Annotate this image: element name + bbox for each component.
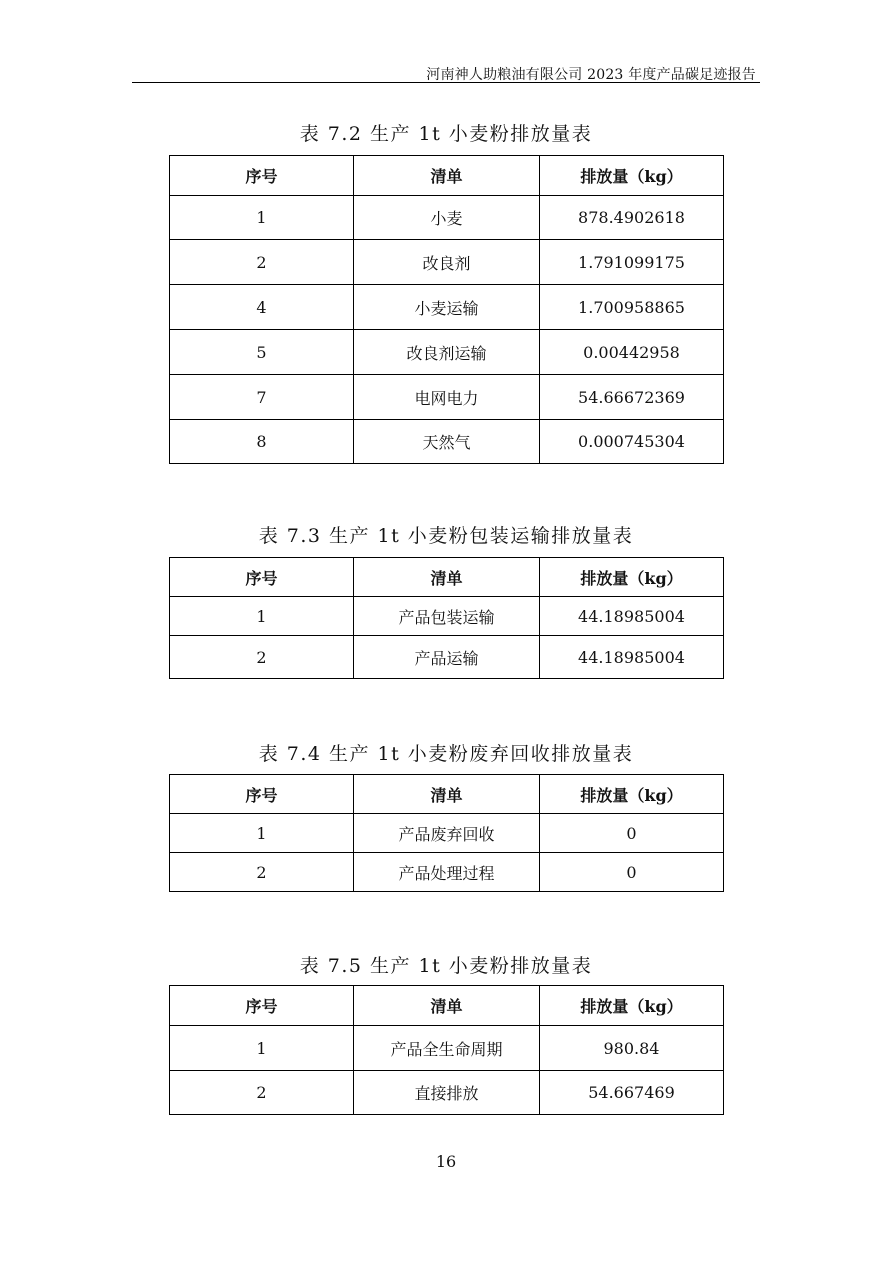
value-cell: 980.84	[540, 1026, 724, 1071]
seq-cell: 2	[170, 636, 354, 679]
table-row	[170, 240, 724, 285]
value-cell: 0.00442958	[540, 330, 724, 375]
col-header-item: 清单	[354, 775, 540, 814]
table-header-row	[170, 986, 724, 1026]
col-header-emission: 排放量（kg）	[540, 156, 724, 196]
value-cell: 54.66672369	[540, 375, 724, 420]
col-header-seq: 序号	[170, 558, 354, 597]
table-row	[170, 285, 724, 330]
item-cell: 小麦	[354, 196, 540, 240]
header-divider	[132, 82, 760, 83]
item-cell: 产品运输	[354, 636, 540, 679]
col-header-emission: 排放量（kg）	[540, 775, 724, 814]
col-header-seq: 序号	[170, 775, 354, 814]
table-7-3	[169, 557, 724, 679]
table-header-row	[170, 775, 724, 814]
table-row	[170, 420, 724, 464]
table-row	[170, 814, 724, 853]
seq-cell: 1	[170, 1026, 354, 1071]
col-header-item: 清单	[354, 558, 540, 597]
table-row	[170, 853, 724, 892]
value-cell: 44.18985004	[540, 636, 724, 679]
page-number: 16	[435, 1152, 457, 1171]
value-cell: 44.18985004	[540, 597, 724, 636]
item-cell: 改良剂运输	[354, 330, 540, 375]
table-header-row	[170, 558, 724, 597]
item-cell: 电网电力	[354, 375, 540, 420]
table-7-5-caption: 表 7.5 生产 1t 小麦粉排放量表	[299, 955, 593, 977]
item-cell: 产品废弃回收	[354, 814, 540, 853]
col-header-emission: 排放量（kg）	[540, 558, 724, 597]
table-7-2-caption: 表 7.2 生产 1t 小麦粉排放量表	[299, 123, 593, 145]
table-7-3-caption: 表 7.3 生产 1t 小麦粉包装运输排放量表	[258, 525, 634, 547]
col-header-seq: 序号	[170, 986, 354, 1026]
table-7-2	[169, 155, 724, 464]
table-header-row	[170, 156, 724, 196]
table-7-4-caption: 表 7.4 生产 1t 小麦粉废弃回收排放量表	[258, 743, 634, 765]
col-header-item: 清单	[354, 986, 540, 1026]
col-header-item: 清单	[354, 156, 540, 196]
value-cell: 1.700958865	[540, 285, 724, 330]
item-cell: 产品包装运输	[354, 597, 540, 636]
item-cell: 改良剂	[354, 240, 540, 285]
table-row	[170, 375, 724, 420]
value-cell: 878.4902618	[540, 196, 724, 240]
seq-cell: 2	[170, 853, 354, 892]
table-row	[170, 196, 724, 240]
value-cell: 0	[540, 814, 724, 853]
table-7-4	[169, 774, 724, 892]
seq-cell: 8	[170, 420, 354, 464]
value-cell: 0	[540, 853, 724, 892]
item-cell: 直接排放	[354, 1071, 540, 1115]
running-header: 河南神人助粮油有限公司 2023 年度产品碳足迹报告	[426, 67, 756, 83]
item-cell: 小麦运输	[354, 285, 540, 330]
seq-cell: 5	[170, 330, 354, 375]
col-header-seq: 序号	[170, 156, 354, 196]
table-row	[170, 1071, 724, 1115]
table-row	[170, 636, 724, 679]
seq-cell: 1	[170, 196, 354, 240]
item-cell: 天然气	[354, 420, 540, 464]
item-cell: 产品全生命周期	[354, 1026, 540, 1071]
value-cell: 1.791099175	[540, 240, 724, 285]
col-header-emission: 排放量（kg）	[540, 986, 724, 1026]
seq-cell: 1	[170, 597, 354, 636]
seq-cell: 2	[170, 1071, 354, 1115]
seq-cell: 4	[170, 285, 354, 330]
seq-cell: 1	[170, 814, 354, 853]
table-row	[170, 330, 724, 375]
value-cell: 54.667469	[540, 1071, 724, 1115]
value-cell: 0.000745304	[540, 420, 724, 464]
seq-cell: 2	[170, 240, 354, 285]
table-7-5	[169, 985, 724, 1115]
seq-cell: 7	[170, 375, 354, 420]
table-row	[170, 597, 724, 636]
table-row	[170, 1026, 724, 1071]
item-cell: 产品处理过程	[354, 853, 540, 892]
